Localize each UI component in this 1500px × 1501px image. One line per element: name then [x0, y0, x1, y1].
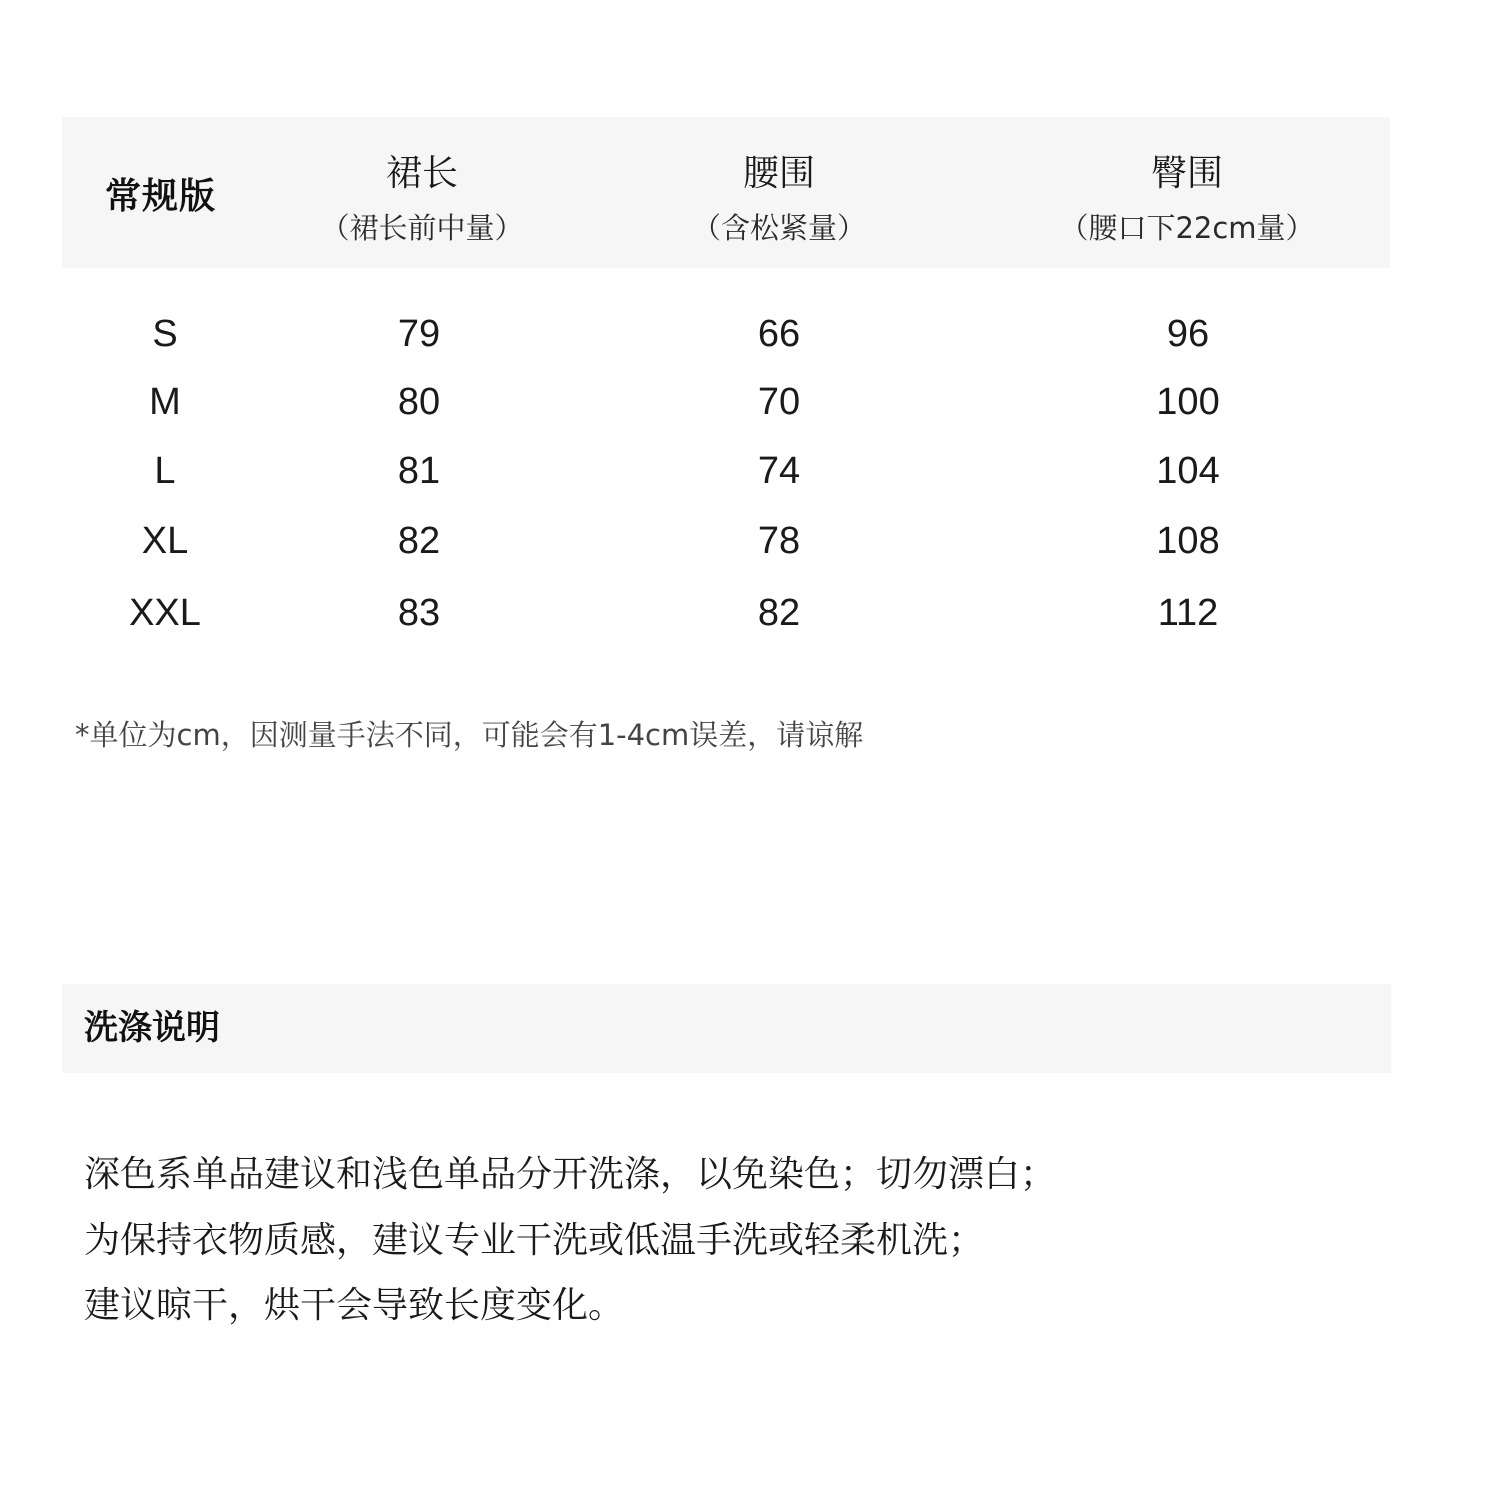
washing-line: 为保持衣物质感，建议专业干洗或低温手洗或轻柔机洗；	[84, 1220, 985, 1261]
size-cell: XL	[141, 520, 189, 562]
version-label: 常规版	[105, 176, 217, 217]
column-subtitle: （含松紧量）	[691, 211, 866, 245]
skirt-length-cell: 81	[397, 450, 441, 492]
hip-cell: 104	[1156, 450, 1220, 492]
washing-header	[62, 984, 1391, 1073]
waist-cell: 70	[757, 381, 801, 423]
waist-cell: 78	[757, 520, 801, 562]
skirt-length-cell: 79	[397, 313, 441, 355]
table-row	[0, 447, 1500, 495]
washing-title: 洗涤说明	[84, 1008, 220, 1048]
size-cell: S	[152, 313, 178, 355]
hip-cell: 100	[1156, 381, 1220, 423]
column-title: 腰围	[742, 153, 815, 194]
column-title: 臀围	[1150, 153, 1223, 194]
table-row	[0, 517, 1500, 565]
hip-cell: 96	[1166, 313, 1210, 355]
washing-line: 建议晾干，烘干会导致长度变化。	[84, 1285, 625, 1326]
waist-cell: 74	[757, 450, 801, 492]
table-row	[0, 310, 1500, 358]
skirt-length-cell: 82	[397, 520, 441, 562]
column-subtitle: （腰口下22cm量）	[1059, 211, 1315, 245]
waist-cell: 82	[757, 592, 801, 634]
size-cell: M	[149, 381, 181, 423]
washing-line: 深色系单品建议和浅色单品分开洗涤，以免染色；切勿漂白；	[84, 1154, 1057, 1195]
skirt-length-cell: 80	[397, 381, 441, 423]
size-cell: XXL	[129, 592, 201, 634]
skirt-length-cell: 83	[397, 592, 441, 634]
hip-cell: 108	[1156, 520, 1220, 562]
waist-cell: 66	[757, 313, 801, 355]
table-row	[0, 378, 1500, 426]
column-subtitle: （裙长前中量）	[320, 211, 524, 245]
table-row	[0, 589, 1500, 637]
hip-cell: 112	[1157, 592, 1219, 634]
measurement-note: *单位为cm，因测量手法不同，可能会有1-4cm误差，请谅解	[75, 718, 864, 752]
size-cell: L	[154, 450, 176, 492]
column-title: 裙长	[385, 153, 458, 194]
